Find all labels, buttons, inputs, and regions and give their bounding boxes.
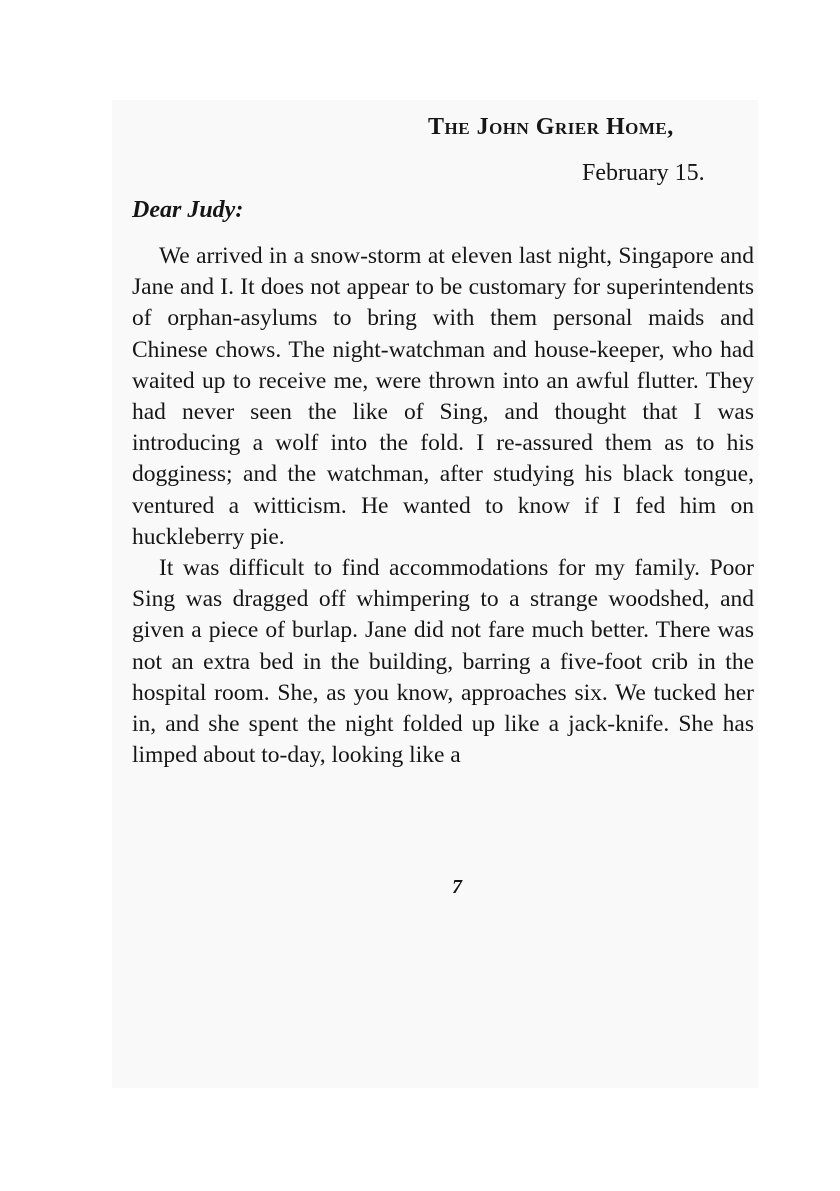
- letter-heading: The John Grier Home,: [428, 114, 674, 140]
- letter-date: February 15.: [582, 160, 705, 186]
- paragraph: It was difficult to find accommodations for my family. Poor Sing was dragged off whimpering to a strange woodshed, and given a piece of burlap. Jane did not fare much better. There was not an extra bed in the building, barring a five-foot crib in the hospital room. She, as you know, approaches six. We tucked her in, and she spent the night folded up like a jack-knife. She has limped about to-day, looking like a: [132, 555, 754, 769]
- paragraph: We arrived in a snow-storm at eleven last night, Singapore and Jane and I. It does not appear to be customary for superintendents of orphan-asylums to bring with them personal maids and Chinese chows. The night-watchman and house-keeper, who had waited up to receive me, were thrown into an awful flutter. They had never seen the like of Sing, and thought that I was introducing a wolf into the fold. I re-assured them as to his dogginess; and the watchman, after studying his black tongue, ventured a witticism. He wanted to know if I fed him on huckleberry pie.: [132, 243, 754, 550]
- book-page: [112, 100, 758, 1088]
- page-number: 7: [452, 876, 462, 898]
- salutation: Dear Judy:: [132, 197, 244, 223]
- letter-body: [132, 241, 754, 771]
